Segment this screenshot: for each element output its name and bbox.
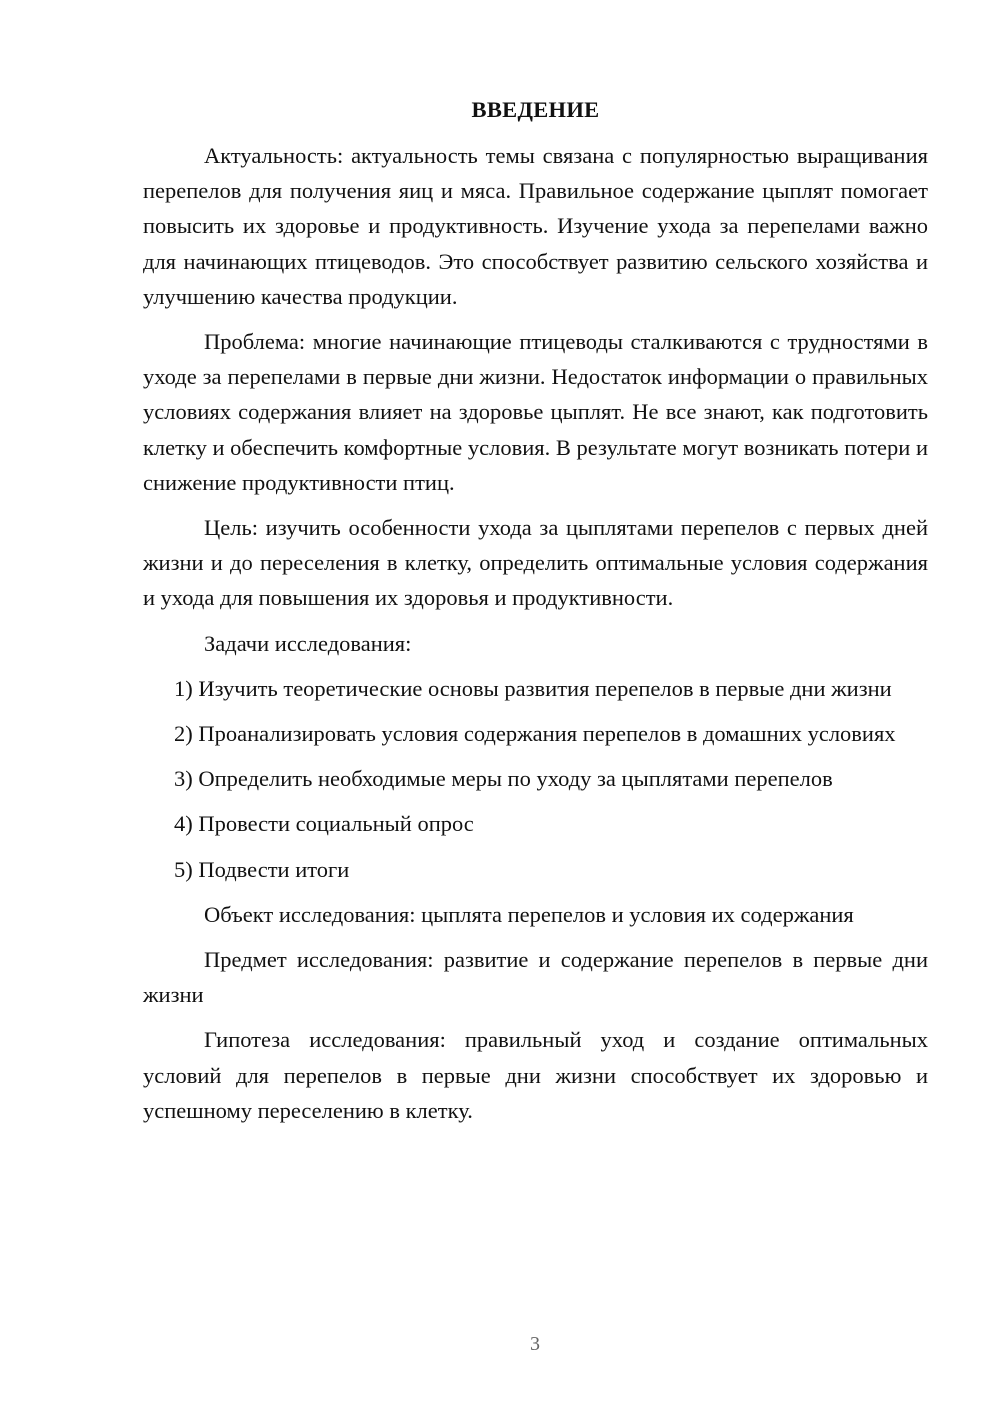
paragraph-problem: Проблема: многие начинающие птицеводы сталкиваются с трудностями в уходе за перепелами в первые дни жизни. Недостаток информации о правильных условиях содержания влияет на здоровье цыплят. Не все знают, как подготовить клетку и обеспечить комфортные условия. В результате могут возникать потери и снижение продуктивности птиц. (143, 329, 928, 495)
task-item-3: 3) Определить необходимые меры по уходу за цыплятами перепелов (174, 766, 833, 792)
paragraph-tasks-heading: Задачи исследования: (204, 630, 412, 656)
paragraph-object: Объект исследования: цыплята перепелов и условия их содержания (204, 901, 854, 927)
section-heading: ВВЕДЕНИЕ (471, 97, 600, 122)
page-number: 3 (530, 1333, 540, 1355)
paragraph-subject: Предмет исследования: развитие и содержание перепелов в первые дни жизни (143, 947, 928, 1008)
task-item-2: 2) Проанализировать условия содержания перепелов в домашних условиях (174, 721, 896, 747)
paragraph-goal: Цель: изучить особенности ухода за цыплятами перепелов с первых дней жизни и до переселения в клетку, определить оптимальные условия содержания и ухода для повышения их здоровья и продуктивности. (143, 515, 928, 611)
task-item-4: 4) Провести социальный опрос (174, 811, 474, 837)
page-content (143, 94, 928, 1138)
paragraph-hypothesis: Гипотеза исследования: правильный уход и создание оптимальных условий для перепелов в первые дни жизни способствует их здоровью и успешному переселению в клетку. (143, 1027, 928, 1123)
task-item-5: 5) Подвести итоги (174, 856, 350, 882)
task-item-1: 1) Изучить теоретические основы развития перепелов в первые дни жизни (174, 675, 892, 701)
paragraph-relevance: Актуальность: актуальность темы связана с популярностью выращивания перепелов для получения яиц и мяса. Правильное содержание цыплят помогает повысить их здоровье и продуктивность. Изучение ухода за перепелами важно для начинающих птицеводов. Это способствует развитию сельского хозяйства и улучшению качества продукции. (143, 143, 928, 309)
